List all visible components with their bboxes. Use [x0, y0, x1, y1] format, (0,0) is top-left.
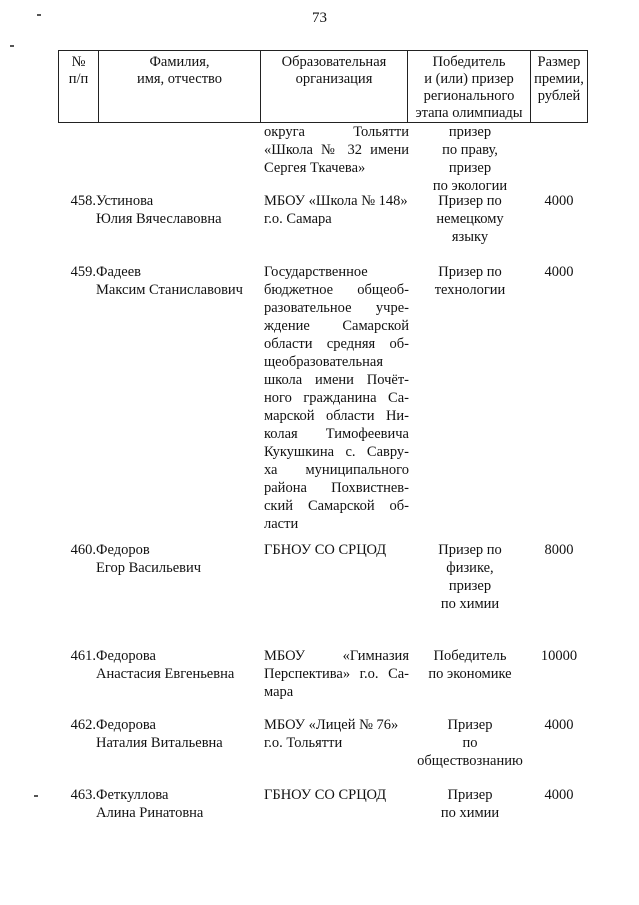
row-number: 458. — [70, 193, 96, 209]
scan-mark — [10, 45, 14, 47]
row-number: 460. — [70, 542, 96, 558]
scan-mark — [37, 14, 41, 16]
org-cell: МБОУ «Лицей № 76» г.о. Тольятти — [264, 717, 399, 751]
award-cell: призер по праву, призер по экологии — [432, 124, 508, 194]
student-name: Федоров Егор Васильевич — [96, 542, 202, 576]
row-number: 462. — [70, 717, 96, 733]
org-cell: ГБНОУ СО СРЦОД — [264, 542, 387, 558]
prize-amount: 4000 — [544, 717, 574, 733]
award-cell: Призер по химии — [440, 787, 500, 821]
table-header — [58, 50, 588, 123]
header-number: № п/п — [59, 51, 99, 123]
row-number: 459. — [70, 264, 96, 280]
org-cell: ГБНОУ СО СРЦОД — [264, 787, 387, 803]
header-olympiad-result: Победитель и (или) призер регионального этапа олимпиады — [408, 51, 531, 123]
org-cell: Государственное бюджетное общеоб- разовательное учре- ждение Самарской области средняя об- щеобразовательная школа имени Почёт- ного гражданина Са- марской области Ни- колая Тимофеевича Кукушкина с. Савру- ха муниципального района Похвистнев- ский Самарской об- ласти — [264, 264, 409, 532]
row-number: 461. — [70, 648, 96, 664]
org-cell: МБОУ «Школа № 148» г.о. Самара — [264, 193, 408, 227]
award-cell: Призер по обществознанию — [417, 717, 523, 769]
header-full-name: Фамилия, имя, отчество — [99, 51, 261, 123]
prize-amount: 4000 — [544, 193, 574, 209]
org-cell: МБОУ «Гимназия Перспектива» г.о. Са- мара — [264, 648, 409, 700]
header-organization: Образовательная организация — [261, 51, 408, 123]
prize-amount: 8000 — [544, 542, 574, 558]
student-name: Фадеев Максим Станиславович — [96, 264, 243, 298]
header-prize-amount: Размер премии, рублей — [531, 51, 588, 123]
student-name: Федорова Анастасия Евгеньевна — [96, 648, 235, 682]
prize-amount: 4000 — [544, 264, 574, 280]
prize-amount: 10000 — [540, 648, 578, 664]
award-cell: Призер по немецкому языку — [436, 193, 504, 245]
student-name: Устинова Юлия Вячеславовна — [96, 193, 222, 227]
page-number: 73 — [312, 10, 327, 26]
student-name: Феткуллова Алина Ринатовна — [96, 787, 204, 821]
award-cell: Призер по физике, призер по химии — [438, 542, 502, 612]
award-cell: Призер по технологии — [434, 264, 506, 298]
org-cell: округа Тольятти «Школа № 32 имени Сергея Ткачева» — [264, 124, 409, 176]
row-number: 463. — [70, 787, 96, 803]
prize-amount: 4000 — [544, 787, 574, 803]
scan-mark — [34, 795, 38, 797]
award-cell: Победитель по экономике — [428, 648, 512, 682]
student-name: Федорова Наталия Витальевна — [96, 717, 223, 751]
